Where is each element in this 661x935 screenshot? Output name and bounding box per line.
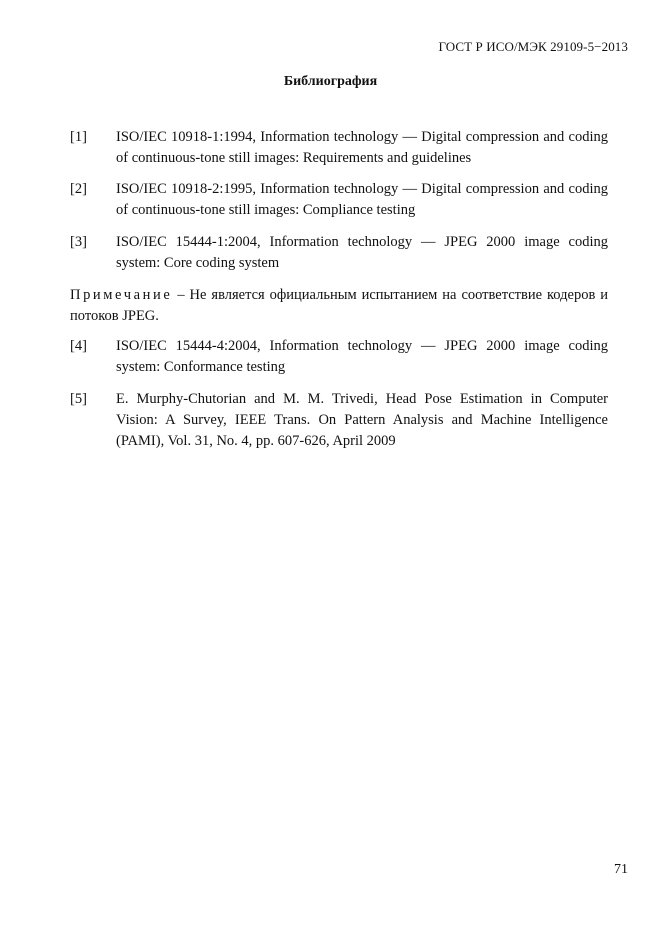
bibliography-entry-4 xyxy=(70,336,608,378)
note-label: Примечание xyxy=(70,287,173,303)
page-title: Библиография xyxy=(283,74,378,89)
entry-number: [4] xyxy=(70,338,87,354)
bibliography-entry-1 xyxy=(70,127,608,169)
bibliography-entry-5 xyxy=(70,389,608,452)
standard-code-header: ГОСТ Р ИСО/МЭК 29109-5−2013 xyxy=(438,39,628,54)
entry-number: [3] xyxy=(70,234,87,250)
entry-number: [5] xyxy=(70,391,87,407)
note-paragraph xyxy=(70,285,608,327)
entry-text: ISO/IEC 10918-1:1994, Information technology — Digital compression and coding of continuous-tone still images: Requirements and guidelines xyxy=(116,129,608,166)
entry-text: ISO/IEC 15444-4:2004, Information technology — JPEG 2000 image coding system: Conformance testing xyxy=(116,338,608,375)
entry-text: E. Murphy-Chutorian and M. M. Trivedi, Head Pose Estimation in Computer Vision: A Survey, IEEE Trans. On Pattern Analysis and Machine Intelligence (PAMI), Vol. 31, No. 4, pp. 607-626, April 2009 xyxy=(116,391,608,449)
entry-number: [2] xyxy=(70,181,87,197)
bibliography-entry-2 xyxy=(70,179,608,221)
page-number: 71 xyxy=(614,862,628,877)
entry-text: ISO/IEC 15444-1:2004, Information technology — JPEG 2000 image coding system: Core coding system xyxy=(116,234,608,271)
entry-text: ISO/IEC 10918-2:1995, Information technology — Digital compression and coding of continuous-tone still images: Compliance testing xyxy=(116,181,608,218)
note-text: – Не является официальным испытанием на соответствие кодеров и потоков JPEG. xyxy=(70,287,608,324)
bibliography-entry-3 xyxy=(70,232,608,274)
entry-number: [1] xyxy=(70,129,87,145)
